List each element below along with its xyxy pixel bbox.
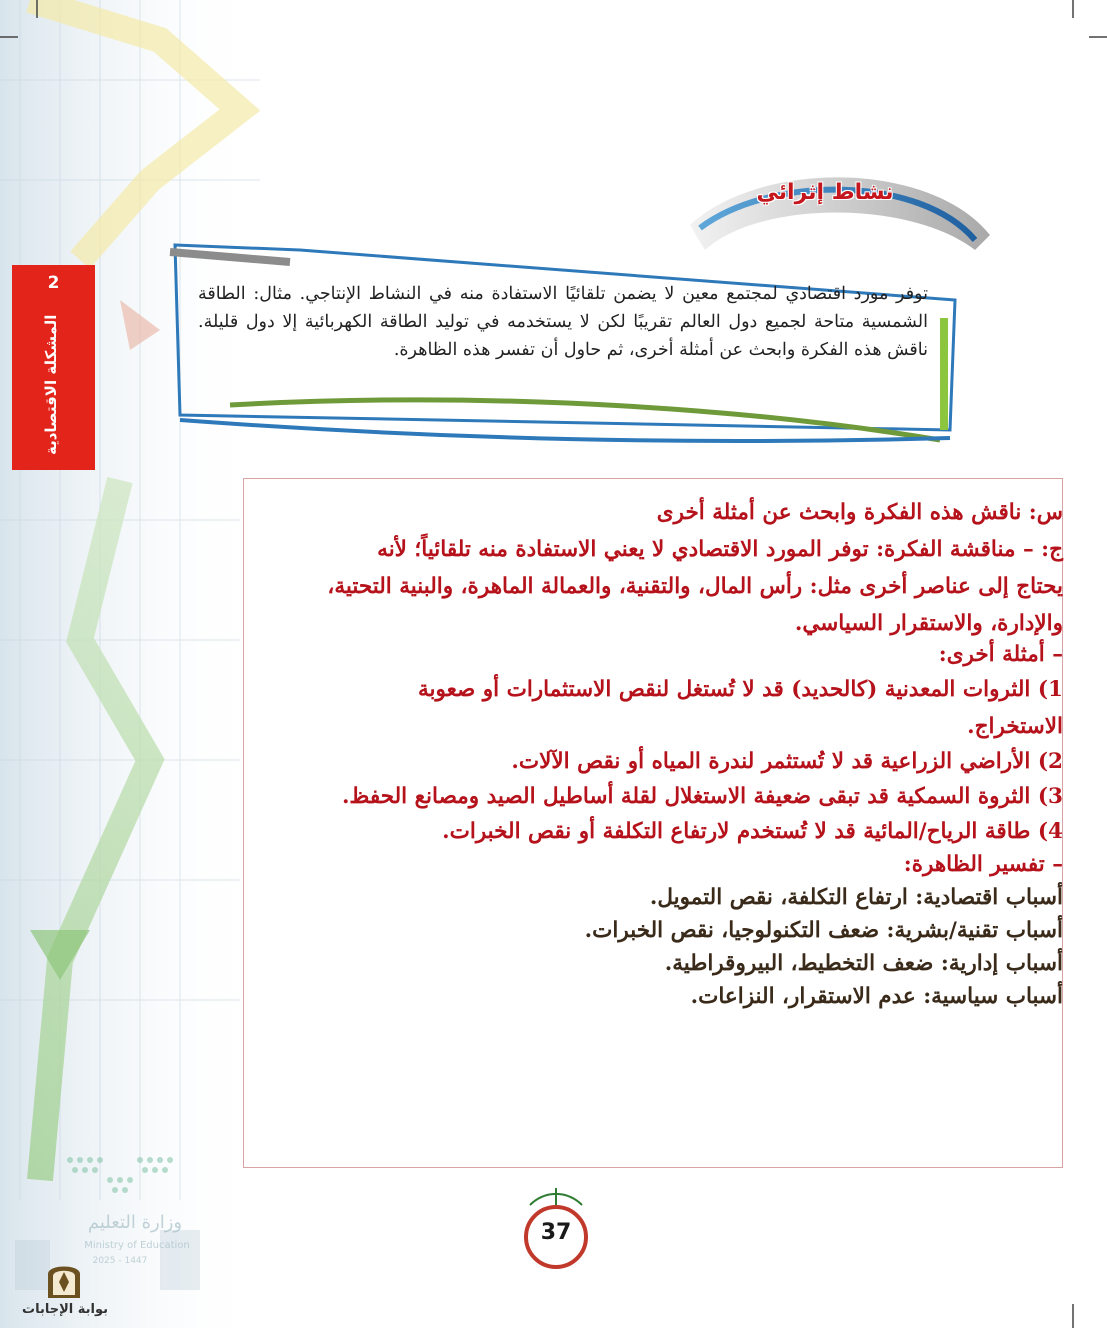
ministry-name-en: Ministry of Education [84,1240,190,1251]
answer-line: س: ناقش هذه الفكرة وابحث عن أمثلة أخرى [656,500,1063,525]
chapter-number: 2 [47,273,60,293]
answer-line: 4) طاقة الرياح/المائية قد لا تُستخدم لارتفاع التكلفة أو نقص الخبرات. [442,819,1063,844]
site-logo-icon [44,1258,84,1300]
site-logo-text: بوابة الإجابات [22,1302,108,1317]
answer-line: يحتاج إلى عناصر أخرى مثل: رأس المال، والتقنية، والعمالة الماهرة، والبنية التحتية، [327,574,1063,599]
answer-line: أسباب تقنية/بشرية: ضعف التكنولوجيا، نقص الخبرات. [584,918,1063,943]
chapter-tab [12,265,95,470]
answer-line: – أمثلة أخرى: [938,642,1063,667]
page-number: 37 [540,1220,572,1245]
answer-line: الاستخراج. [967,714,1063,739]
answer-line: والإدارة، والاستقرار السياسي. [794,611,1063,636]
answer-line: – تفسير الظاهرة: [903,852,1063,877]
activity-text: توفر مورد اقتصادي لمجتمع معين لا يضمن تلقائيًا الاستفادة منه في النشاط الإنتاجي. مثال: الطاقة الشمسية متاحة لجميع دول العالم تقريبًا لكن لا يستخدمه في توليد الطاقة الكهربائية إلا دول قليلة. ناقش هذه الفكرة وابحث عن أمثلة أخرى، ثم حاول أن تفسر هذه الظاهرة. [198,284,928,360]
answer-line: 1) الثروات المعدنية (كالحديد) قد لا تُستغل لنقص الاستثمارات أو صعوبة [418,677,1063,702]
answer-line: 2) الأراضي الزراعية قد لا تُستثمر لندرة المياه أو نقص الآلات. [511,749,1063,774]
answer-line: أسباب اقتصادية: ارتفاع التكلفة، نقص التمويل. [649,885,1063,910]
answer-line: أسباب إدارية: ضعف التخطيط، البيروقراطية. [664,951,1063,976]
answer-line: ج: – مناقشة الفكرة: توفر المورد الاقتصادي لا يعني الاستفادة منه تلقائياً؛ لأنه [377,537,1063,562]
answer-line: أسباب سياسية: عدم الاستقرار، النزاعات. [690,984,1063,1009]
answer-line: 3) الثروة السمكية قد تبقى ضعيفة الاستغلال لقلة أساطيل الصيد ومصانع الحفظ. [341,784,1063,809]
activity-title: نشاط إثرائي [756,180,894,205]
answer-content [250,498,1063,1009]
ministry-year: 2025 - 1447 [92,1256,148,1266]
chapter-title: المشكلة الاقتصادية [42,314,60,456]
ministry-name-ar: وزارة التعليم [87,1212,183,1233]
